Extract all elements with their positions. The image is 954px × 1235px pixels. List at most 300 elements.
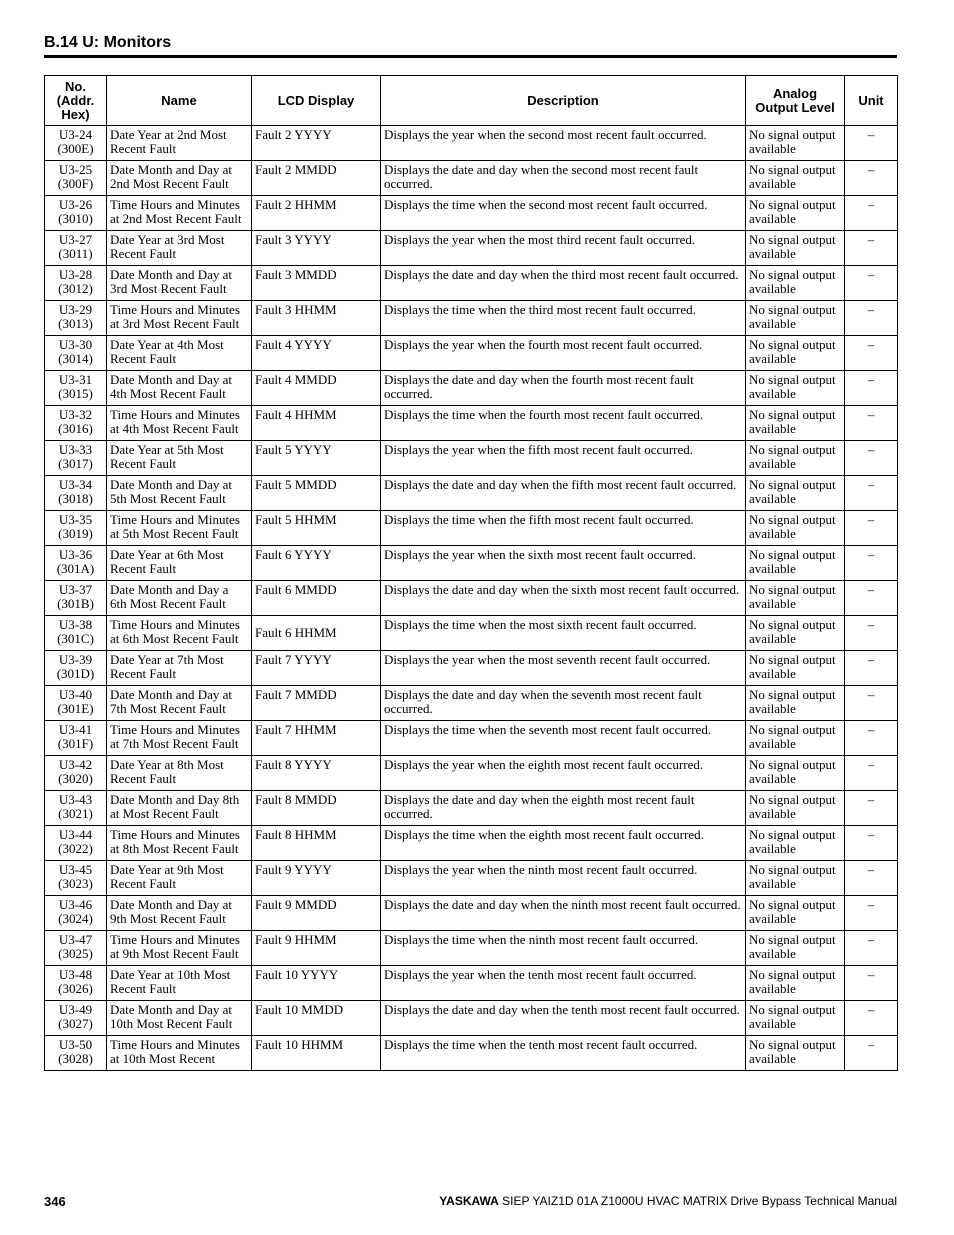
monitor-address: (3014) — [58, 351, 93, 366]
cell-lcd-display: Fault 8 YYYY — [252, 756, 381, 791]
cell-analog-output — [746, 616, 845, 651]
cell-description: Displays the year when the tenth most recent fault occurred. — [381, 966, 746, 1001]
analog-line2: available — [749, 911, 796, 926]
cell-analog-output — [746, 336, 845, 371]
cell-analog-output — [746, 546, 845, 581]
analog-line1: No signal output — [749, 582, 836, 597]
cell-monitor-no — [45, 966, 107, 1001]
table-row — [45, 721, 898, 756]
monitor-number: U3-46 — [58, 897, 93, 912]
monitor-number: U3-41 — [58, 722, 93, 737]
cell-analog-output — [746, 301, 845, 336]
header-analog-line1: Analog — [772, 85, 818, 101]
monitor-address: (3013) — [58, 316, 93, 331]
cell-lcd-display: Fault 2 HHMM — [252, 196, 381, 231]
cell-name — [107, 406, 252, 441]
name-line2: Recent Fault — [110, 351, 177, 366]
name-line2: 5th Most Recent Fault — [110, 491, 226, 506]
analog-line2: available — [749, 491, 796, 506]
monitor-address: (3015) — [58, 386, 93, 401]
cell-description: Displays the date and day when the tenth most recent fault occurred. — [381, 1001, 746, 1036]
monitor-number: U3-26 — [58, 197, 93, 212]
monitor-address: (3010) — [58, 211, 93, 226]
monitor-address: (3024) — [58, 911, 93, 926]
name-line1: Date Month and Day at — [110, 162, 233, 177]
table-row — [45, 336, 898, 371]
name-line2: 4th Most Recent Fault — [110, 386, 226, 401]
monitor-number: U3-38 — [58, 617, 93, 632]
monitor-number: U3-50 — [58, 1037, 93, 1052]
analog-line1: No signal output — [749, 127, 836, 142]
table-row — [45, 966, 898, 1001]
cell-unit: – — [845, 476, 898, 511]
cell-description: Displays the time when the second most recent fault occurred. — [381, 196, 746, 231]
cell-unit: – — [845, 1001, 898, 1036]
table-row — [45, 476, 898, 511]
cell-monitor-no — [45, 301, 107, 336]
cell-monitor-no — [45, 336, 107, 371]
cell-name — [107, 371, 252, 406]
table-row — [45, 896, 898, 931]
cell-description: Displays the time when the seventh most recent fault occurred. — [381, 721, 746, 756]
monitor-number: U3-40 — [58, 687, 93, 702]
analog-line1: No signal output — [749, 1037, 836, 1052]
monitor-number: U3-28 — [58, 267, 93, 282]
cell-monitor-no — [45, 826, 107, 861]
cell-name — [107, 931, 252, 966]
monitor-address: (301D) — [56, 666, 95, 681]
table-row — [45, 651, 898, 686]
cell-lcd-display: Fault 10 MMDD — [252, 1001, 381, 1036]
header-unit: Unit — [845, 76, 898, 126]
cell-name — [107, 616, 252, 651]
cell-monitor-no — [45, 1001, 107, 1036]
monitor-address: (3023) — [58, 876, 93, 891]
table-row — [45, 301, 898, 336]
table-row — [45, 791, 898, 826]
analog-line1: No signal output — [749, 792, 836, 807]
cell-description: Displays the year when the eighth most recent fault occurred. — [381, 756, 746, 791]
analog-line1: No signal output — [749, 372, 836, 387]
name-line1: Time Hours and Minutes — [110, 407, 240, 422]
name-line2: Recent Fault — [110, 456, 177, 471]
analog-line1: No signal output — [749, 1002, 836, 1017]
cell-name — [107, 861, 252, 896]
analog-line1: No signal output — [749, 652, 836, 667]
cell-analog-output — [746, 371, 845, 406]
cell-analog-output — [746, 686, 845, 721]
table-row — [45, 686, 898, 721]
cell-unit: – — [845, 336, 898, 371]
table-row — [45, 231, 898, 266]
analog-line2: available — [749, 736, 796, 751]
analog-line2: available — [749, 876, 796, 891]
cell-unit: – — [845, 861, 898, 896]
monitor-address: (3021) — [58, 806, 93, 821]
cell-name — [107, 301, 252, 336]
cell-name — [107, 1036, 252, 1071]
analog-line1: No signal output — [749, 932, 836, 947]
monitor-number: U3-29 — [58, 302, 93, 317]
name-line1: Time Hours and Minutes — [110, 617, 240, 632]
monitor-address: (3028) — [58, 1051, 93, 1066]
analog-line2: available — [749, 981, 796, 996]
analog-line2: available — [749, 841, 796, 856]
cell-lcd-display: Fault 4 YYYY — [252, 336, 381, 371]
name-line2: 10th Most Recent Fault — [110, 1016, 233, 1031]
cell-description: Displays the date and day when the eighth most recent fault occurred. — [381, 791, 746, 826]
cell-name — [107, 791, 252, 826]
monitor-address: (3017) — [58, 456, 93, 471]
monitor-address: (3018) — [58, 491, 93, 506]
monitor-address: (3025) — [58, 946, 93, 961]
analog-line2: available — [749, 1051, 796, 1066]
analog-line2: available — [749, 386, 796, 401]
name-line2: 6th Most Recent Fault — [110, 596, 226, 611]
analog-line1: No signal output — [749, 232, 836, 247]
table-row — [45, 1001, 898, 1036]
name-line1: Date Month and Day at — [110, 897, 233, 912]
name-line2: 2nd Most Recent Fault — [110, 176, 229, 191]
monitor-address: (300F) — [57, 176, 94, 191]
cell-monitor-no — [45, 791, 107, 826]
table-row — [45, 861, 898, 896]
cell-name — [107, 231, 252, 266]
monitor-address: (3022) — [58, 841, 93, 856]
cell-unit: – — [845, 231, 898, 266]
title-rule — [44, 55, 897, 58]
monitor-address: (3020) — [58, 771, 93, 786]
table-row — [45, 196, 898, 231]
cell-unit: – — [845, 301, 898, 336]
cell-unit: – — [845, 511, 898, 546]
cell-unit: – — [845, 161, 898, 196]
analog-line1: No signal output — [749, 757, 836, 772]
cell-unit: – — [845, 721, 898, 756]
cell-description: Displays the time when the ninth most recent fault occurred. — [381, 931, 746, 966]
name-line1: Date Month and Day at — [110, 267, 233, 282]
cell-unit: – — [845, 931, 898, 966]
cell-description: Displays the year when the most third recent fault occurred. — [381, 231, 746, 266]
cell-lcd-display: Fault 9 YYYY — [252, 861, 381, 896]
cell-lcd-display: Fault 8 HHMM — [252, 826, 381, 861]
name-line2: at 9th Most Recent Fault — [110, 946, 239, 961]
cell-unit: – — [845, 896, 898, 931]
monitor-address: (301E) — [57, 701, 94, 716]
name-line2: at 7th Most Recent Fault — [110, 736, 239, 751]
cell-name — [107, 966, 252, 1001]
cell-name — [107, 651, 252, 686]
cell-name — [107, 161, 252, 196]
cell-description: Displays the year when the second most recent fault occurred. — [381, 126, 746, 161]
table-header-row — [45, 76, 898, 126]
name-line2: Recent Fault — [110, 981, 177, 996]
name-line1: Date Year at 7th Most — [110, 652, 224, 667]
analog-line1: No signal output — [749, 162, 836, 177]
cell-analog-output — [746, 651, 845, 686]
name-line2: Recent Fault — [110, 666, 177, 681]
header-no-line2: (Addr. — [56, 92, 95, 108]
table-row — [45, 616, 898, 651]
cell-name — [107, 126, 252, 161]
cell-name — [107, 196, 252, 231]
cell-unit: – — [845, 581, 898, 616]
cell-lcd-display: Fault 7 YYYY — [252, 651, 381, 686]
analog-line2: available — [749, 701, 796, 716]
cell-monitor-no — [45, 616, 107, 651]
cell-analog-output — [746, 266, 845, 301]
cell-lcd-display: Fault 2 MMDD — [252, 161, 381, 196]
header-no-line3: Hex) — [61, 106, 90, 122]
cell-lcd-display: Fault 8 MMDD — [252, 791, 381, 826]
monitor-address: (3019) — [58, 526, 93, 541]
analog-line2: available — [749, 526, 796, 541]
cell-description: Displays the time when the tenth most recent fault occurred. — [381, 1036, 746, 1071]
cell-unit: – — [845, 1036, 898, 1071]
name-line1: Time Hours and Minutes — [110, 1037, 240, 1052]
header-lcd-display: LCD Display — [252, 76, 381, 126]
cell-monitor-no — [45, 756, 107, 791]
cell-lcd-display: Fault 5 YYYY — [252, 441, 381, 476]
monitor-address: (3016) — [58, 421, 93, 436]
table-row — [45, 441, 898, 476]
cell-description: Displays the year when the sixth most recent fault occurred. — [381, 546, 746, 581]
analog-line2: available — [749, 1016, 796, 1031]
analog-line2: available — [749, 631, 796, 646]
analog-line1: No signal output — [749, 967, 836, 982]
cell-description: Displays the date and day when the third most recent fault occurred. — [381, 266, 746, 301]
analog-line1: No signal output — [749, 547, 836, 562]
cell-monitor-no — [45, 196, 107, 231]
cell-lcd-display: Fault 3 YYYY — [252, 231, 381, 266]
table-row — [45, 266, 898, 301]
name-line1: Date Year at 5th Most — [110, 442, 224, 457]
cell-monitor-no — [45, 476, 107, 511]
name-line2: at 4th Most Recent Fault — [110, 421, 239, 436]
analog-line2: available — [749, 281, 796, 296]
analog-line1: No signal output — [749, 267, 836, 282]
cell-name — [107, 896, 252, 931]
cell-name — [107, 721, 252, 756]
monitor-address: (301F) — [57, 736, 94, 751]
name-line1: Date Month and Day at — [110, 372, 233, 387]
analog-line2: available — [749, 806, 796, 821]
cell-unit: – — [845, 441, 898, 476]
table-row — [45, 581, 898, 616]
cell-analog-output — [746, 476, 845, 511]
name-line2: at 2nd Most Recent Fault — [110, 211, 242, 226]
cell-monitor-no — [45, 371, 107, 406]
cell-name — [107, 511, 252, 546]
name-line2: 3rd Most Recent Fault — [110, 281, 227, 296]
analog-line1: No signal output — [749, 827, 836, 842]
header-description: Description — [381, 76, 746, 126]
name-line1: Time Hours and Minutes — [110, 932, 240, 947]
analog-line2: available — [749, 456, 796, 471]
table-row — [45, 1036, 898, 1071]
monitor-number: U3-44 — [58, 827, 93, 842]
monitor-address: (3011) — [58, 246, 93, 261]
table-row — [45, 371, 898, 406]
cell-name — [107, 441, 252, 476]
table-row — [45, 161, 898, 196]
cell-description: Displays the year when the fifth most recent fault occurred. — [381, 441, 746, 476]
name-line2: Recent Fault — [110, 561, 177, 576]
cell-monitor-no — [45, 931, 107, 966]
monitor-number: U3-42 — [58, 757, 93, 772]
analog-line1: No signal output — [749, 512, 836, 527]
analog-line2: available — [749, 246, 796, 261]
monitor-number: U3-48 — [58, 967, 93, 982]
table-row — [45, 756, 898, 791]
cell-description: Displays the time when the eighth most recent fault occurred. — [381, 826, 746, 861]
monitor-number: U3-34 — [58, 477, 93, 492]
cell-analog-output — [746, 791, 845, 826]
name-line1: Date Month and Day at — [110, 477, 233, 492]
cell-analog-output — [746, 581, 845, 616]
analog-line2: available — [749, 946, 796, 961]
analog-line1: No signal output — [749, 442, 836, 457]
name-line1: Time Hours and Minutes — [110, 722, 240, 737]
monitor-address: (301C) — [57, 631, 94, 646]
table-row — [45, 546, 898, 581]
analog-line2: available — [749, 666, 796, 681]
cell-lcd-display: Fault 10 HHMM — [252, 1036, 381, 1071]
cell-analog-output — [746, 196, 845, 231]
cell-name — [107, 826, 252, 861]
cell-analog-output — [746, 126, 845, 161]
analog-line1: No signal output — [749, 197, 836, 212]
cell-analog-output — [746, 896, 845, 931]
name-line2: at 10th Most Recent — [110, 1051, 216, 1066]
monitor-number: U3-33 — [58, 442, 93, 457]
cell-analog-output — [746, 721, 845, 756]
cell-monitor-no — [45, 651, 107, 686]
analog-line1: No signal output — [749, 687, 836, 702]
monitor-number: U3-39 — [58, 652, 93, 667]
cell-monitor-no — [45, 511, 107, 546]
cell-lcd-display: Fault 5 MMDD — [252, 476, 381, 511]
cell-unit: – — [845, 651, 898, 686]
cell-monitor-no — [45, 126, 107, 161]
cell-analog-output — [746, 161, 845, 196]
analog-line2: available — [749, 561, 796, 576]
cell-description: Displays the time when the fourth most recent fault occurred. — [381, 406, 746, 441]
cell-monitor-no — [45, 161, 107, 196]
cell-analog-output — [746, 966, 845, 1001]
cell-monitor-no — [45, 406, 107, 441]
analog-line2: available — [749, 771, 796, 786]
monitor-address: (301B) — [57, 596, 94, 611]
cell-description: Displays the year when the fourth most recent fault occurred. — [381, 336, 746, 371]
analog-line2: available — [749, 351, 796, 366]
cell-lcd-display: Fault 4 HHMM — [252, 406, 381, 441]
monitor-number: U3-47 — [58, 932, 93, 947]
cell-lcd-display: Fault 10 YYYY — [252, 966, 381, 1001]
cell-monitor-no — [45, 861, 107, 896]
header-analog-line2: Output Level — [755, 99, 835, 115]
cell-analog-output — [746, 756, 845, 791]
analog-line1: No signal output — [749, 862, 836, 877]
cell-lcd-display: Fault 6 MMDD — [252, 581, 381, 616]
cell-analog-output — [746, 511, 845, 546]
name-line2: 9th Most Recent Fault — [110, 911, 226, 926]
cell-unit: – — [845, 791, 898, 826]
header-no-line1: No. — [65, 78, 86, 94]
name-line2: at 5th Most Recent Fault — [110, 526, 239, 541]
table-row — [45, 931, 898, 966]
page-number: 346 — [44, 1194, 66, 1209]
cell-description: Displays the time when the fifth most recent fault occurred. — [381, 511, 746, 546]
header-name: Name — [107, 76, 252, 126]
monitor-number: U3-45 — [58, 862, 93, 877]
cell-lcd-display: Fault 5 HHMM — [252, 511, 381, 546]
name-line1: Date Month and Day at — [110, 1002, 233, 1017]
analog-line1: No signal output — [749, 337, 836, 352]
cell-unit: – — [845, 126, 898, 161]
table-row — [45, 126, 898, 161]
name-line2: Recent Fault — [110, 141, 177, 156]
name-line1: Date Month and Day at — [110, 687, 233, 702]
monitor-number: U3-24 — [58, 127, 93, 142]
name-line2: 7th Most Recent Fault — [110, 701, 226, 716]
cell-description: Displays the time when the most sixth recent fault occurred. — [381, 616, 746, 651]
name-line2: Recent Fault — [110, 771, 177, 786]
name-line2: at 3rd Most Recent Fault — [110, 316, 240, 331]
cell-analog-output — [746, 406, 845, 441]
cell-lcd-display: Fault 9 HHMM — [252, 931, 381, 966]
analog-line2: available — [749, 211, 796, 226]
header-analog-output-level — [746, 76, 845, 126]
name-line2: at 8th Most Recent Fault — [110, 841, 239, 856]
cell-unit: – — [845, 371, 898, 406]
name-line1: Time Hours and Minutes — [110, 827, 240, 842]
name-line1: Time Hours and Minutes — [110, 512, 240, 527]
cell-lcd-display: Fault 6 YYYY — [252, 546, 381, 581]
analog-line1: No signal output — [749, 407, 836, 422]
cell-unit: – — [845, 196, 898, 231]
cell-monitor-no — [45, 1036, 107, 1071]
analog-line1: No signal output — [749, 897, 836, 912]
analog-line2: available — [749, 176, 796, 191]
cell-monitor-no — [45, 721, 107, 756]
table-body — [45, 126, 898, 1071]
monitor-number: U3-36 — [58, 547, 93, 562]
cell-monitor-no — [45, 266, 107, 301]
cell-unit: – — [845, 756, 898, 791]
cell-lcd-display: Fault 2 YYYY — [252, 126, 381, 161]
analog-line2: available — [749, 316, 796, 331]
analog-line2: available — [749, 141, 796, 156]
name-line1: Date Month and Day a — [110, 582, 229, 597]
name-line1: Date Year at 6th Most — [110, 547, 224, 562]
cell-name — [107, 336, 252, 371]
cell-analog-output — [746, 231, 845, 266]
analog-line2: available — [749, 421, 796, 436]
cell-unit: – — [845, 966, 898, 1001]
cell-analog-output — [746, 826, 845, 861]
cell-lcd-display: Fault 7 MMDD — [252, 686, 381, 721]
cell-lcd-display: Fault 3 MMDD — [252, 266, 381, 301]
cell-unit: – — [845, 406, 898, 441]
monitor-address: (3027) — [58, 1016, 93, 1031]
cell-unit: – — [845, 686, 898, 721]
name-line1: Date Year at 9th Most — [110, 862, 224, 877]
cell-unit: – — [845, 266, 898, 301]
table-row — [45, 511, 898, 546]
name-line1: Date Year at 2nd Most — [110, 127, 227, 142]
cell-unit: – — [845, 826, 898, 861]
